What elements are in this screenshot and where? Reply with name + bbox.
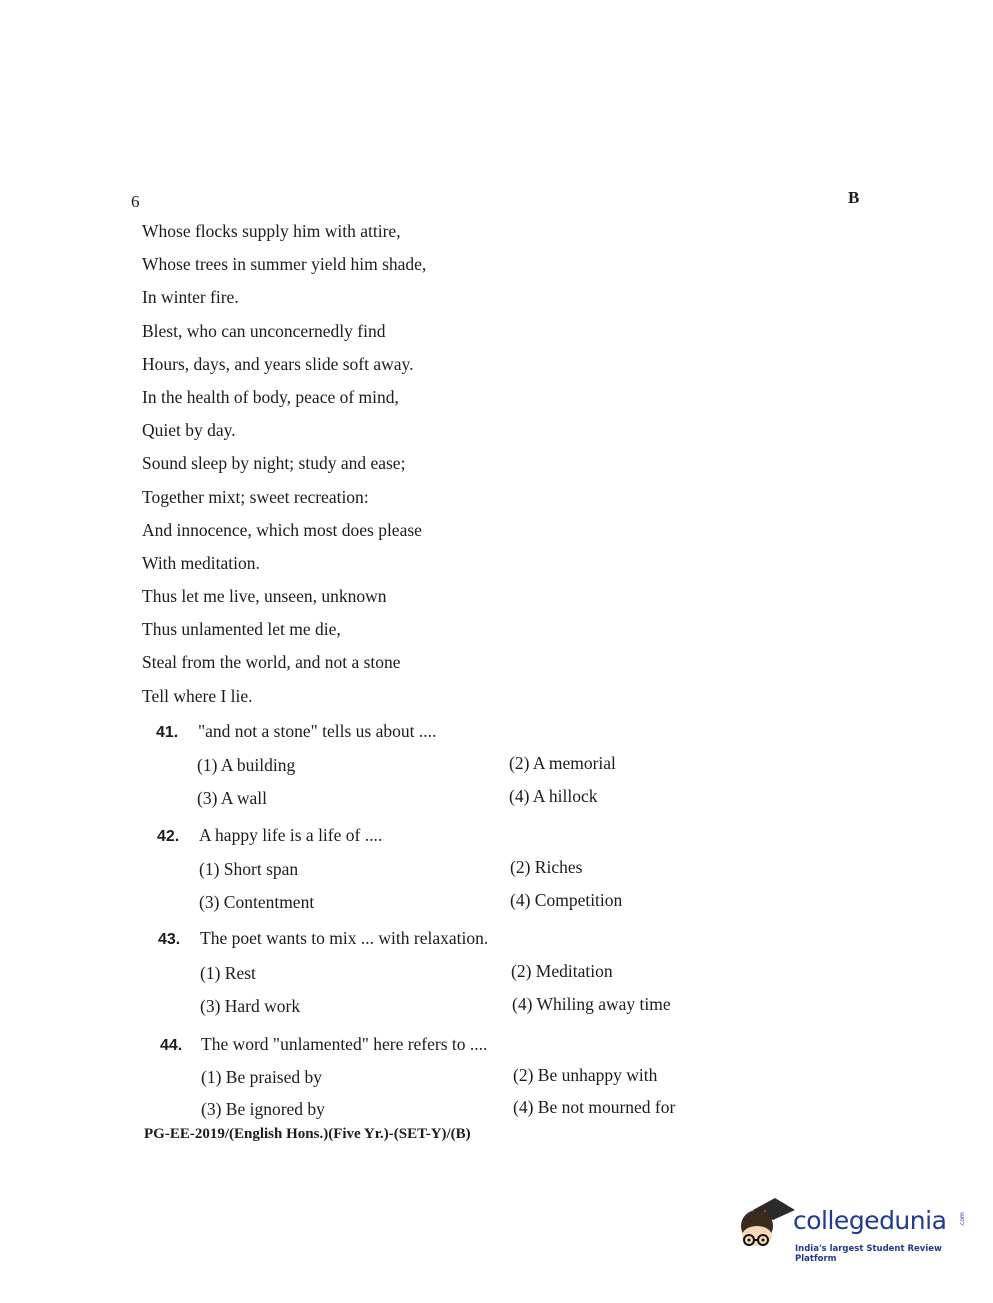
poem-line: Thus unlamented let me die, bbox=[142, 619, 341, 640]
set-letter: B bbox=[848, 188, 860, 207]
mascot-icon bbox=[735, 1196, 795, 1258]
option-3: (3) Hard work bbox=[200, 996, 301, 1016]
poem-line: In the health of body, peace of mind, bbox=[142, 386, 399, 407]
poem-line: Sound sleep by night; study and ease; bbox=[142, 453, 406, 474]
option-4: (4) Be not mourned for bbox=[513, 1097, 676, 1117]
question-number: 42. bbox=[157, 828, 180, 845]
option-3: (3) A wall bbox=[197, 788, 267, 808]
option-1: (1) A building bbox=[197, 755, 296, 775]
option-3: (3) Be ignored by bbox=[201, 1099, 325, 1119]
poem-line: And innocence, which most does please bbox=[142, 519, 422, 540]
brand-domain: .com bbox=[958, 1212, 966, 1227]
question-text: The word "unlamented" here refers to .... bbox=[201, 1034, 488, 1054]
question-text: "and not a stone" tells us about .... bbox=[198, 721, 437, 741]
poem-line: Thus let me live, unseen, unknown bbox=[142, 586, 387, 607]
collegedunia-watermark bbox=[735, 1196, 965, 1266]
page-number: 6 bbox=[131, 192, 140, 211]
option-4: (4) Competition bbox=[510, 890, 623, 910]
poem-line: Steal from the world, and not a stone bbox=[142, 652, 401, 673]
poem-line: Quiet by day. bbox=[142, 420, 236, 441]
option-3: (3) Contentment bbox=[199, 892, 315, 912]
poem-line: In winter fire. bbox=[142, 287, 239, 308]
question-text: The poet wants to mix ... with relaxation. bbox=[200, 928, 489, 948]
option-4: (4) A hillock bbox=[509, 786, 598, 806]
poem-line: Blest, who can unconcernedly find bbox=[142, 320, 386, 341]
option-2: (2) Meditation bbox=[511, 961, 613, 981]
poem-line: Hours, days, and years slide soft away. bbox=[142, 353, 414, 374]
option-4: (4) Whiling away time bbox=[512, 994, 671, 1014]
option-2: (2) Riches bbox=[510, 857, 583, 877]
option-1: (1) Be praised by bbox=[201, 1067, 323, 1087]
option-2: (2) Be unhappy with bbox=[513, 1065, 658, 1085]
question-number: 44. bbox=[160, 1037, 183, 1054]
poem bbox=[142, 220, 426, 718]
option-1: (1) Short span bbox=[199, 859, 299, 879]
poem-line: Together mixt; sweet recreation: bbox=[142, 486, 369, 507]
question-number: 43. bbox=[158, 931, 181, 948]
option-1: (1) Rest bbox=[200, 963, 256, 983]
question-number: 41. bbox=[156, 724, 179, 741]
brand-tagline: India's largest Student Review Platform bbox=[795, 1244, 942, 1264]
poem-line: Whose flocks supply him with attire, bbox=[142, 221, 401, 241]
brand-name: collegedunia bbox=[793, 1206, 947, 1235]
poem-line: With meditation. bbox=[142, 552, 260, 573]
poem-line: Whose trees in summer yield him shade, bbox=[142, 254, 427, 275]
question-text: A happy life is a life of .... bbox=[199, 825, 383, 845]
paper-code: PG-EE-2019/(English Hons.)(Five Yr.)-(SET-Y)/(B) bbox=[144, 1126, 471, 1142]
option-2: (2) A memorial bbox=[509, 753, 616, 773]
poem-line: Tell where I lie. bbox=[142, 685, 253, 706]
